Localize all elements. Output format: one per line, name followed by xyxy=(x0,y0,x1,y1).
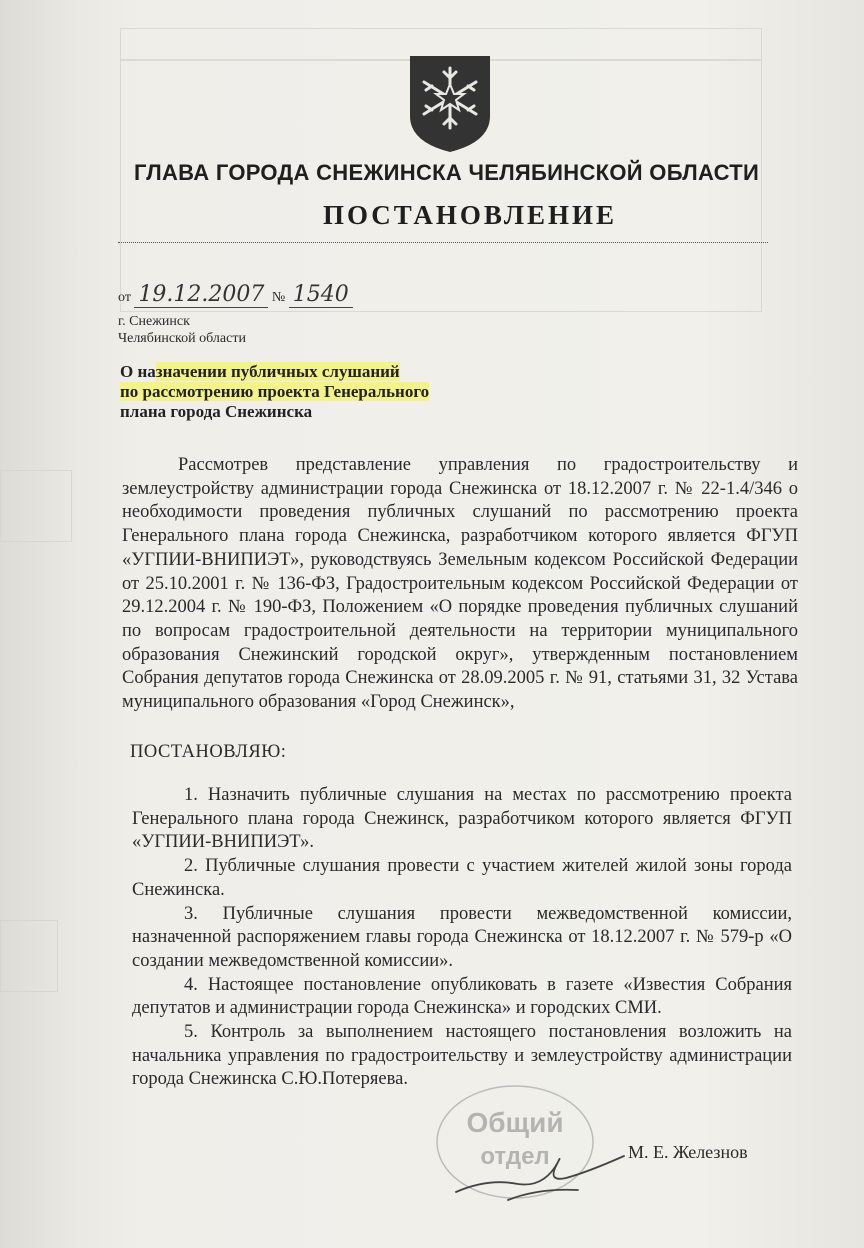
document-type-title: ПОСТАНОВЛЕНИЕ xyxy=(322,200,618,230)
number-prefix: № xyxy=(271,290,286,305)
subject-highlight-2: по рассмотрению проекта Генерального xyxy=(120,382,430,401)
decree-items xyxy=(132,784,792,1092)
date-number-line xyxy=(118,282,353,308)
subject-prefix: О на xyxy=(120,362,156,381)
document-number: 1540 xyxy=(289,282,353,308)
city-emblem-icon xyxy=(408,54,492,154)
region-line: Челябинской области xyxy=(118,331,246,346)
signer-name: М. Е. Железнов xyxy=(628,1142,748,1162)
stamp-line-1: Общий xyxy=(466,1107,564,1138)
handwritten-signature xyxy=(448,1148,628,1208)
header-divider xyxy=(118,242,768,243)
date-prefix: от xyxy=(118,290,131,305)
subject-line-3: плана города Снежинска xyxy=(120,402,313,421)
document-date: 19.12.2007 xyxy=(134,282,268,308)
subject-highlight-1: значении публичных слушаний xyxy=(155,362,400,381)
decree-item: 4. Настоящее постановление опубликовать в газете «Известия Собрания депутатов и администрации города Снежинска» и городских СМИ. xyxy=(132,974,792,1019)
bleed-through-frame xyxy=(0,920,58,992)
stamp-line-2: отдел xyxy=(480,1143,550,1170)
decree-item: 5. Контроль за выполнением настоящего постановления возложить на начальника управления по градостроительству и землеустройству администрации города Снежинска С.Ю.Потеряева. xyxy=(132,1022,792,1090)
bleed-through-frame xyxy=(0,470,72,542)
organization-title: ГЛАВА ГОРОДА СНЕЖИНСКА ЧЕЛЯБИНСКОЙ ОБЛАСТИ xyxy=(134,160,760,185)
document-subject xyxy=(120,362,540,422)
decree-item: 3. Публичные слушания провести межведомственной комиссии, назначенной распоряжением главы города Снежинска от 18.12.2007 г. № 579-р «О создании межведомственной комиссии». xyxy=(132,903,792,971)
decree-item: 1. Назначить публичные слушания на местах по рассмотрению проекта Генерального плана города Снежинск, разработчиком которого является ФГУП «УГПИИ-ВНИПИЭТ». xyxy=(132,785,792,853)
decree-item: 2. Публичные слушания провести с участием жителей жилой зоны города Снежинска. xyxy=(132,856,792,900)
city-line: г. Снежинск xyxy=(118,314,190,329)
preamble-paragraph: Рассмотрев представление управления по градостроительству и землеустройству администрации города Снежинска от 18.12.2007 г. № 22-1.4/346 о необходимости проведения публичных слушаний по рассмотрению проекта Генерального плана города Снежинска, разработчиком которого является ФГУП «УГПИИ-ВНИПИЭТ», руководствуясь Земельным кодексом Российской Федерации от 25.10.2001 г. № 136-ФЗ, Градостроительным кодексом Российской Федерации от 29.12.2004 г. № 190-ФЗ, Положением «О порядке проведения публичных слушаний по вопросам градостроительной деятельности на территории муниципального образования Снежинский городской округ», утвержденным постановлением Собрания депутатов города Снежинска от 28.09.2005 г. № 91, статьями 31, 32 Устава муниципального образования «Город Снежинск», xyxy=(122,455,798,713)
decree-heading: ПОСТАНОВЛЯЮ: xyxy=(130,742,287,762)
